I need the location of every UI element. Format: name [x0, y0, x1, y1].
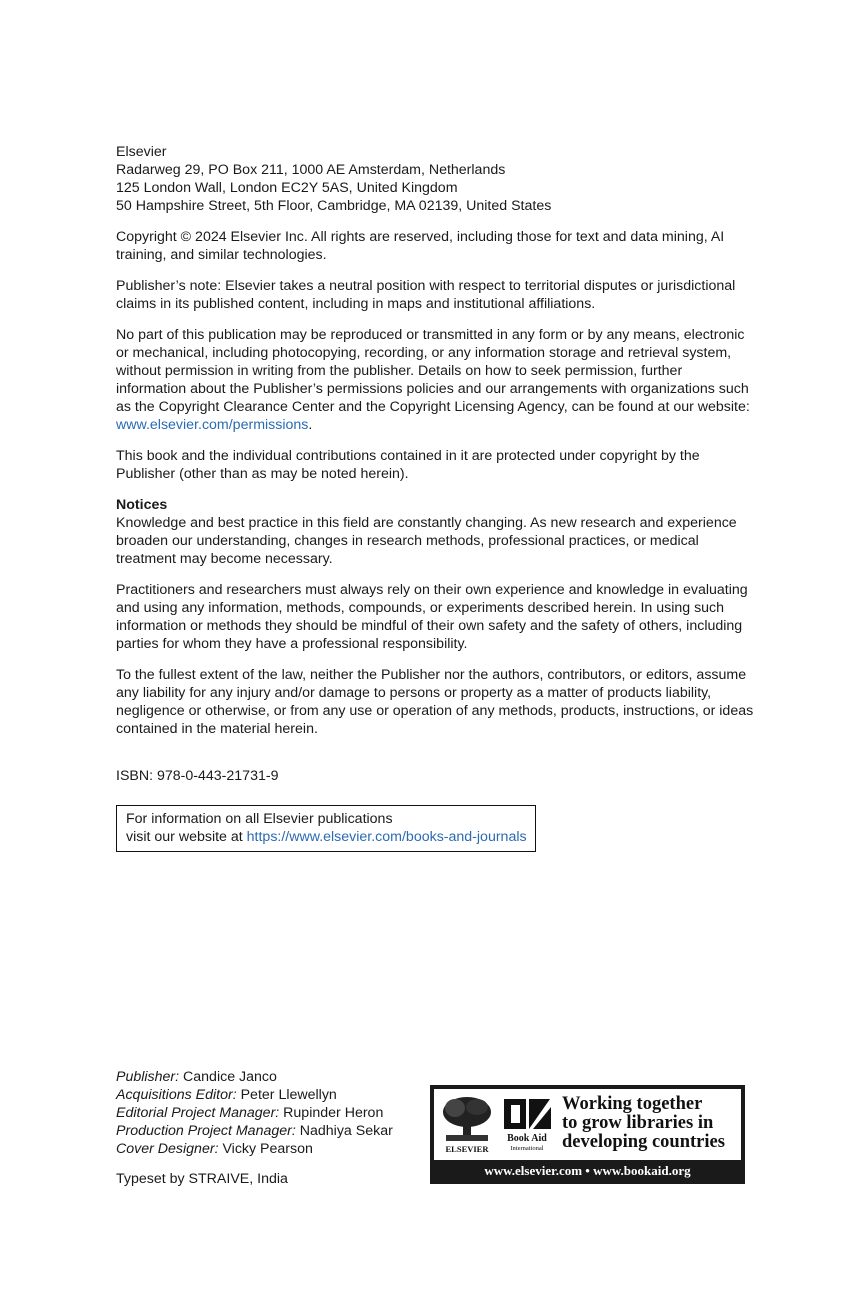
notices-paragraph-3: To the fullest extent of the law, neither the Publisher nor the authors, contributors, or editors, assume any liability for any injury and/or damage to persons or property as a matter of products liability, negligence or otherwise, or from any use or operation of any methods, products, instructions, or ideas contained in the material herein. [116, 667, 754, 737]
info-box-text: visit our website at [126, 829, 247, 845]
book-aid-icon [500, 1095, 555, 1155]
logo-urls: www.elsevier.com • www.bookaid.org [484, 1163, 691, 1178]
notices-paragraph-1: Knowledge and best practice in this field are constantly changing. As new research and experience broaden our understanding, changes in research methods, professional practices, or medical treatment may become necessary. [116, 515, 737, 567]
address-line: 50 Hampshire Street, 5th Floor, Cambridge, MA 02139, United States [116, 198, 552, 214]
notices-paragraph-2: Practitioners and researchers must always rely on their own experience and knowledge in evaluating and using any information, methods, compounds, or experiments described herein. In using such information or methods they should be mindful of their own safety and the safety of others, including parties for whom they have a professional responsibility. [116, 582, 748, 652]
publisher-address [116, 143, 756, 215]
reproduction-notice [116, 326, 756, 434]
info-box [116, 805, 536, 852]
info-box-line [126, 828, 527, 846]
credit-role: Acquisitions Editor: [116, 1087, 237, 1103]
credit-name: Candice Janco [179, 1069, 277, 1085]
logo-slogan [562, 1095, 740, 1152]
credit-name: Rupinder Heron [279, 1105, 384, 1121]
book-aid-logo [430, 1085, 745, 1184]
logo-panel [434, 1089, 741, 1160]
copyright-statement: Copyright © 2024 Elsevier Inc. All rights are reserved, including those for text and data mining, AI training, and similar technologies. [116, 229, 725, 263]
info-box-line: For information on all Elsevier publications [126, 811, 393, 827]
credit-role: Production Project Manager: [116, 1123, 296, 1139]
books-journals-link[interactable]: https://www.elsevier.com/books-and-journals [246, 829, 527, 845]
book-aid-wordmark: Book Aid [507, 1133, 547, 1144]
permissions-link[interactable]: www.elsevier.com/permissions [116, 417, 309, 433]
main-content [116, 143, 756, 852]
publishers-note: Publisher’s note: Elsevier takes a neutral position with respect to territorial disputes or jurisdictional claims in its published content, including in maps and institutional affiliations. [116, 278, 736, 312]
credit-row [116, 1122, 426, 1140]
reproduction-text: No part of this publication may be reproduced or transmitted in any form or by any means, electronic or mechanical, including photocopying, recording, or any information storage and retrieval system, without permission in writing from the publisher. Details on how to seek permission, further information about the Publisher’s permissions policies and our arrangements with organizations such as the Copyright Clearance Center and the Copyright Licensing Agency, can be found at our website: [116, 327, 750, 415]
elsevier-tree-icon [441, 1095, 493, 1155]
isbn: ISBN: 978-0-443-21731-9 [116, 768, 279, 784]
credit-name: Peter Llewellyn [236, 1087, 337, 1103]
credit-name: Vicky Pearson [218, 1141, 313, 1157]
credit-row [116, 1104, 426, 1122]
credit-role: Editorial Project Manager: [116, 1105, 280, 1121]
credit-role: Cover Designer: [116, 1141, 219, 1157]
address-line: Radarweg 29, PO Box 211, 1000 AE Amsterdam, Netherlands [116, 162, 506, 178]
credit-row [116, 1068, 426, 1086]
production-credits [116, 1068, 426, 1188]
book-aid-subword: International [510, 1145, 544, 1152]
credit-row [116, 1086, 426, 1104]
reproduction-end: . [308, 417, 313, 433]
protection-notice: This book and the individual contributions contained in it are protected under copyright by the Publisher (other than as may be noted herein). [116, 448, 700, 482]
notices-heading: Notices [116, 497, 168, 513]
slogan-line: Working together [562, 1094, 703, 1114]
address-line: Elsevier [116, 144, 167, 160]
slogan-line: to grow libraries in [562, 1113, 714, 1133]
credit-role: Publisher: [116, 1069, 180, 1085]
credit-row [116, 1140, 426, 1158]
address-line: 125 London Wall, London EC2Y 5AS, United Kingdom [116, 180, 458, 196]
elsevier-wordmark: ELSEVIER [445, 1144, 489, 1154]
slogan-line: developing countries [562, 1132, 725, 1152]
credit-name: Nadhiya Sekar [295, 1123, 393, 1139]
typeset-credit: Typeset by STRAIVE, India [116, 1171, 288, 1187]
